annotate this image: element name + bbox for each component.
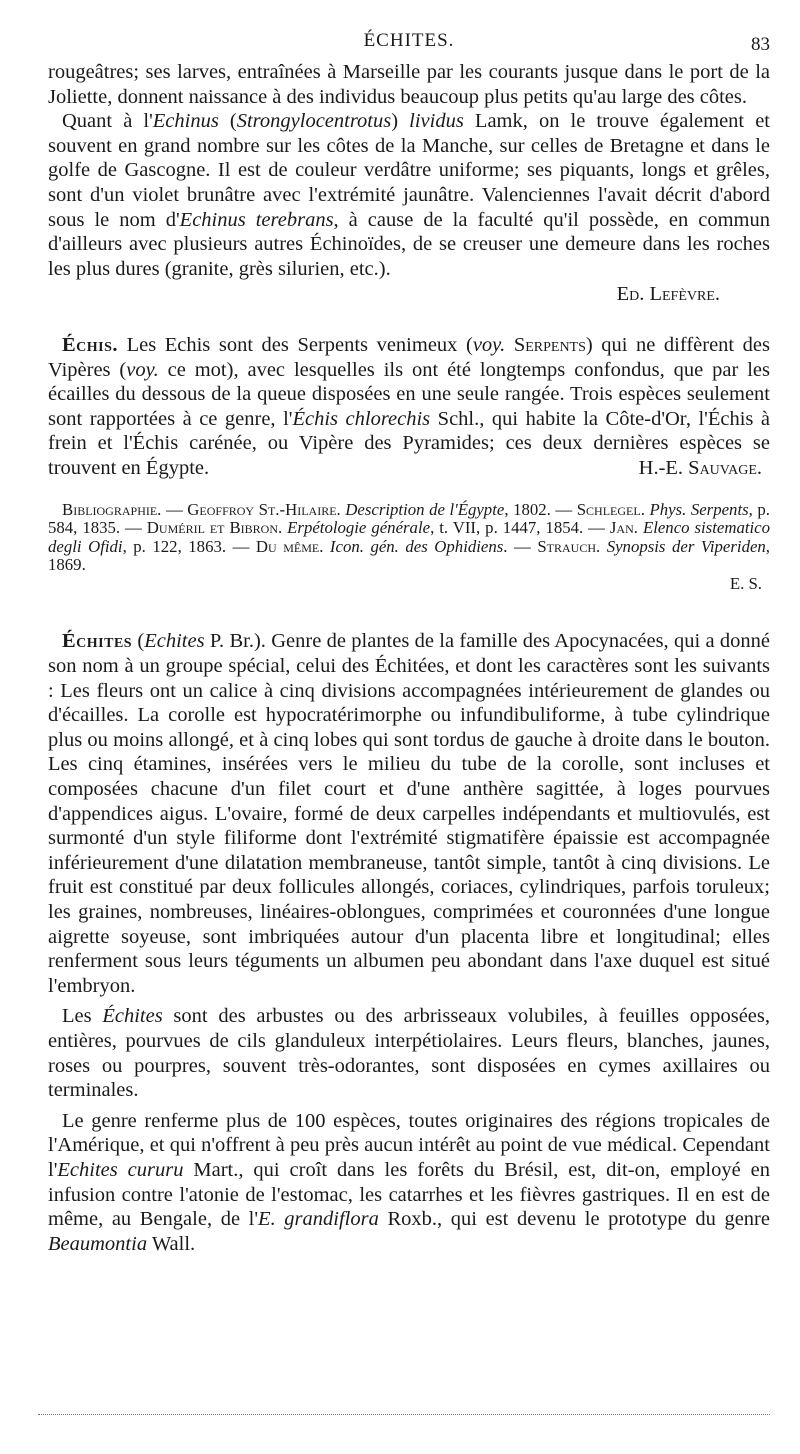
text-run: Mart., qui croît dans les forêts du Brésil, est, dit-on, employé en infusion contre l'atonie de l'estomac, les catarrhes et les fièvres gastriques. Il en est de même, au Bengale, de l' [48,1158,770,1231]
text-run: ( [132,630,145,653]
text-run: Roxb., qui est devenu le prototype du genre [378,1208,770,1231]
page-footer-rule [38,1414,770,1415]
echinus-article [48,60,770,307]
text-run: , 1802. — [504,499,577,519]
text-run: , p. 122, 1863. — [122,536,256,556]
text-run: Le genre renferme plus de 100 espèces, toutes originaires des régions tropicales de l'Amérique, et qui n'offrent à peu près aucun intérêt au point de vue médical. Cependant l' [48,1109,770,1181]
text-run: sont des arbustes ou des arbrisseaux volubiles, à feuilles opposées, entières, pourvues de cils glanduleux interpétiolaires. Leurs fleurs, blanches, jaunes, roses ou pourpres, souvent très-odorantes, sont disposées en cymes axillaires ou terminales. [48,1005,770,1102]
genus-name: Beaumontia [48,1232,148,1255]
echinus-paragraph-2 [48,109,770,281]
author-signature: Ed. Lefèvre. [616,283,720,306]
author-signature: E. S. [729,573,762,593]
echites-paragraph-3 [48,1109,770,1257]
species-name: Echites cururu [57,1158,184,1181]
author-name: — Geoffroy St.-Hilaire. [161,499,346,519]
text-run: ) [391,110,410,133]
species-name: Échis chlorechis [292,407,431,430]
echinus-paragraph-1: rougeâtres; ses larves, entraînées à Marseille par les courants jusque dans le port de la Joliette, donnent naissance à des individus beaucoup plus petits qu'au large des côtes. [48,61,770,108]
running-title: ÉCHITES. [363,30,455,51]
page-number: 83 [751,34,770,55]
text-run: , 1869. [48,536,770,575]
text-run: Wall. [147,1232,196,1255]
species-name: lividus [409,110,464,133]
echites-paragraph-1 [48,629,770,998]
genus-name: Echites [144,630,205,653]
page [48,30,770,1256]
text-run: Les [62,1005,103,1028]
text-run: Schl., qui habite la Côte-d'Or, l'Échis à frein et l'Échis carénée, ou Vipère des Pyramides; ces deux dernières espèces se trouvent en Égypte. [48,407,771,479]
entry-headword: Échis. [62,333,119,356]
genus-name: Échites [102,1005,163,1028]
text-run: ) qui ne diffèrent des Vipères ( [48,333,771,381]
echites-article [48,629,770,1256]
genus-name: Echinus [152,110,219,133]
author-signature: H.-E. Sauvage. [638,456,762,479]
subgenus-name: Strongylocentrotus [236,110,392,133]
work-title: Phys. Serpents [649,499,749,519]
author-name: Du même. [255,536,330,556]
work-title: Elenco sistematico degli Ofidi [48,518,770,556]
echis-paragraph [48,333,770,481]
cross-reference: voy. [472,333,506,356]
entry-headword: Échites [62,630,133,653]
text-run: , à cause de la faculté qu'il possède, en commun d'ailleurs avec plusieurs autres Échinoïdes, de se creuser une demeure dans les roches les plus dures (granite, grès silurien, etc.). [48,208,770,280]
author-name: Duméril et Bibron. [146,518,288,538]
text-run: . — [503,536,538,556]
work-title: Icon. gén. des Ophidiens [329,536,504,556]
work-title: Description de l'Égypte [345,499,505,519]
text-run: , p. 584, 1835. — [48,499,770,538]
species-name: Echinus terebrans [179,208,334,231]
cross-reference-target: Serpents [505,333,586,356]
work-title: Synopsis der Viperiden [606,536,766,556]
text-run: Quant à l' [62,110,153,133]
bibliography-label: Bibliographie. [62,499,162,519]
text-run: P. Br.). Genre de plantes de la famille des Apocynacées, qui a donné son nom à un groupe spécial, celui des Échitées, et dont les caractères sont les suivants : Les fleurs ont un calice à cinq divisions accompagnées intérieurement de glandes ou d'écailles. La corolle est hypocratérimorphe ou infundibuliforme, à tube cylindrique plus ou moins allongé, et à cinq lobes qui sont tordus de gauche à droite dans le bouton. Les cinq étamines, insérées vers le milieu du tube de la corolle, sont incluses et composées chacune d'un filet court et d'une anthère sagittée, à loges pourvues d'appendices aigus. L'ovaire, formé de deux carpelles indépendants et multiovulés, est surmonté d'un style filiforme dont l'extrémité stigmatifère épaissie est accompagnée inférieurement d'une dilatation membraneuse, tantôt simple, tantôt à cinq divisions. Le fruit est constitué par deux follicules allongés, coriaces, cylindriques, parfois toruleux; les graines, nombreuses, linéaires-oblongues, comprimées et couronnées d'une longue aigrette soyeuse, sont imbriquées autour d'un placenta libre et longitudinal; elles renferment sous leurs téguments un albumen peu abondant dans l'axe duquel est situé l'embryon. [48,630,770,997]
text-run: Lamk, on le trouve également et souvent en grand nombre sur les côtes de la Manche, sur celles de Bretagne et dans le golfe de Gascogne. Il est de couleur verdâtre uniforme; ses piquants, longs et grêles, sont d'un violet brunâtre avec l'extrémité jaunâtre. Valenciennes l'avait décrit d'abord sous le nom d' [48,110,770,231]
text-run: , t. VII, p. 1447, 1854. — [430,518,610,538]
bibliography [48,501,770,594]
work-title: Erpétologie générale [287,518,431,538]
echis-article [48,333,770,481]
species-name: E. grandiflora [258,1208,379,1231]
author-name: Schlegel. [576,499,650,519]
text-run: ce mot), avec lesquelles ils ont été longtemps confondus, que par les écailles du dessous de la queue disposées en une seule rangée. Trois espèces seulement sont rapportées à ce genre, l' [48,358,770,430]
author-name: Jan. [609,518,643,538]
bibliography-entry [48,501,770,575]
text-run: Les Echis sont des Serpents venimeux ( [118,333,473,356]
text-run: ( [218,110,237,133]
author-name: Strauch. [537,536,607,556]
cross-reference: voy. [126,358,159,381]
page-header [48,30,770,60]
echites-paragraph-2 [48,1004,770,1102]
